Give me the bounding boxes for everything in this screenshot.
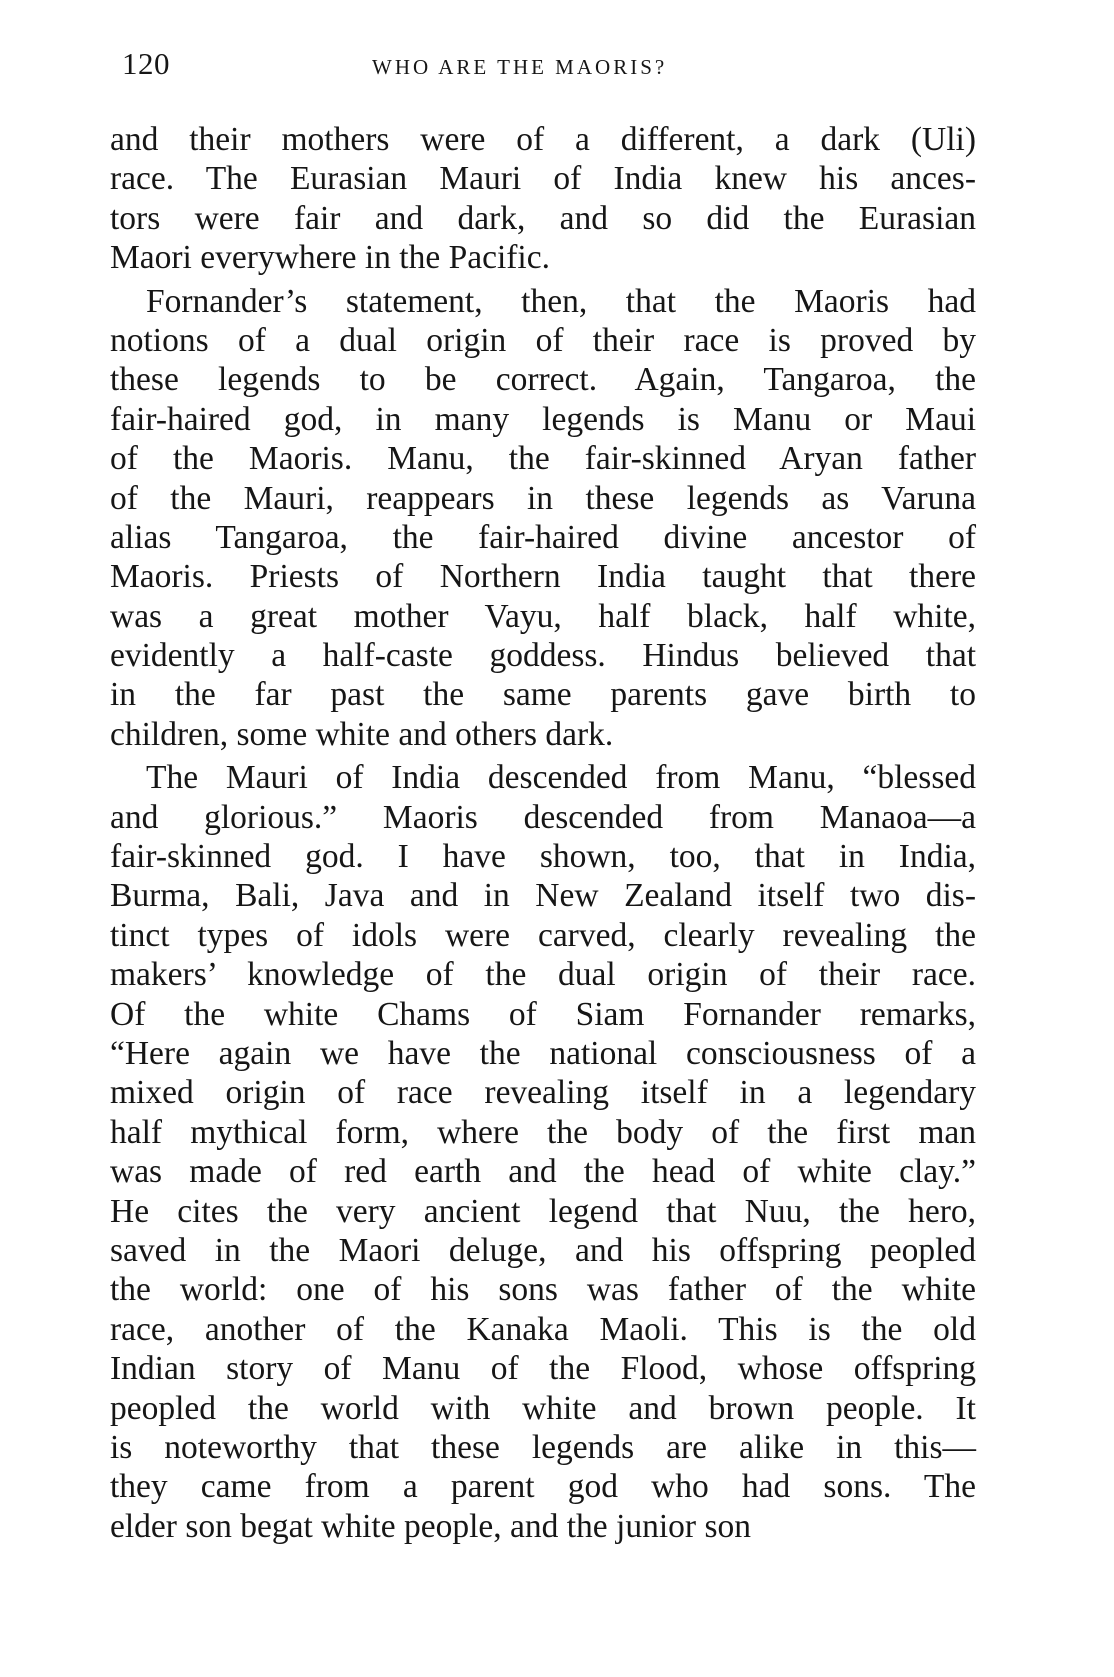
text-line: He cites the very ancient legend that Nuu, the hero, [110,1192,976,1230]
text-line: “Here again we have the national consciousness of a [110,1034,976,1072]
text-line: the world: one of his sons was father of the white [110,1271,976,1309]
text-line: of the Maoris. Manu, the fair-skinned Aryan father [110,440,976,478]
text-line: was a great mother Vayu, half black, half white, [110,597,976,635]
text-line: elder son begat white people, and the junior son [110,1507,751,1545]
text-line: Fornander’s statement, then, that the Maoris had [146,282,976,320]
text-line: and glorious.” Maoris descended from Manaoa—a [110,798,976,836]
paragraph-3 [110,758,976,1546]
text-line: fair-skinned god. I have shown, too, that in India, [110,838,976,876]
text-line: race, another of the Kanaka Maoli. This is the old [110,1310,976,1348]
text-line: saved in the Maori deluge, and his offspring peopled [110,1231,976,1269]
text-line: these legends to be correct. Again, Tangaroa, the [110,361,976,399]
text-line: fair-haired god, in many legends is Manu or Maui [110,400,976,438]
text-line: Burma, Bali, Java and in New Zealand itself two dis- [110,877,976,915]
text-line: makers’ knowledge of the dual origin of their race. [110,956,976,994]
text-line: children, some white and others dark. [110,715,614,753]
text-line: alias Tangaroa, the fair-haired divine ancestor of [110,518,976,556]
text-line: tors were fair and dark, and so did the Eurasian [110,199,976,237]
text-line: in the far past the same parents gave birth to [110,676,976,714]
text-line: half mythical form, where the body of the first man [110,1113,976,1151]
body-text [110,120,976,1550]
paragraph-2 [110,282,976,755]
text-line: peopled the world with white and brown people. It [110,1389,976,1427]
text-line: of the Mauri, reappears in these legends as Varuna [110,479,976,517]
text-line: Of the white Chams of Siam Fornander remarks, [110,995,976,1033]
text-line: Maoris. Priests of Northern India taught that there [110,558,976,596]
paragraph-1 [110,120,976,278]
text-line: they came from a parent god who had sons. The [110,1468,976,1506]
text-line: is noteworthy that these legends are alike in this— [110,1428,976,1466]
text-line: was made of red earth and the head of white clay.” [110,1153,976,1191]
text-line: Indian story of Manu of the Flood, whose offspring [110,1350,976,1388]
text-line: tinct types of idols were carved, clearly revealing the [110,916,976,954]
text-line: The Mauri of India descended from Manu, “blessed [146,759,976,797]
text-line: and their mothers were of a different, a dark (Uli) [110,121,976,158]
page-number: 120 [122,46,170,81]
text-line: mixed origin of race revealing itself in a legendary [110,1074,976,1112]
running-head: WHO ARE THE MAORIS? [372,55,668,79]
page-header [122,46,984,86]
text-line: Maori everywhere in the Pacific. [110,239,550,277]
text-line: race. The Eurasian Mauri of India knew his ances- [110,160,976,198]
text-line: notions of a dual origin of their race is proved by [110,321,976,359]
text-line: evidently a half-caste goddess. Hindus believed that [110,637,976,675]
